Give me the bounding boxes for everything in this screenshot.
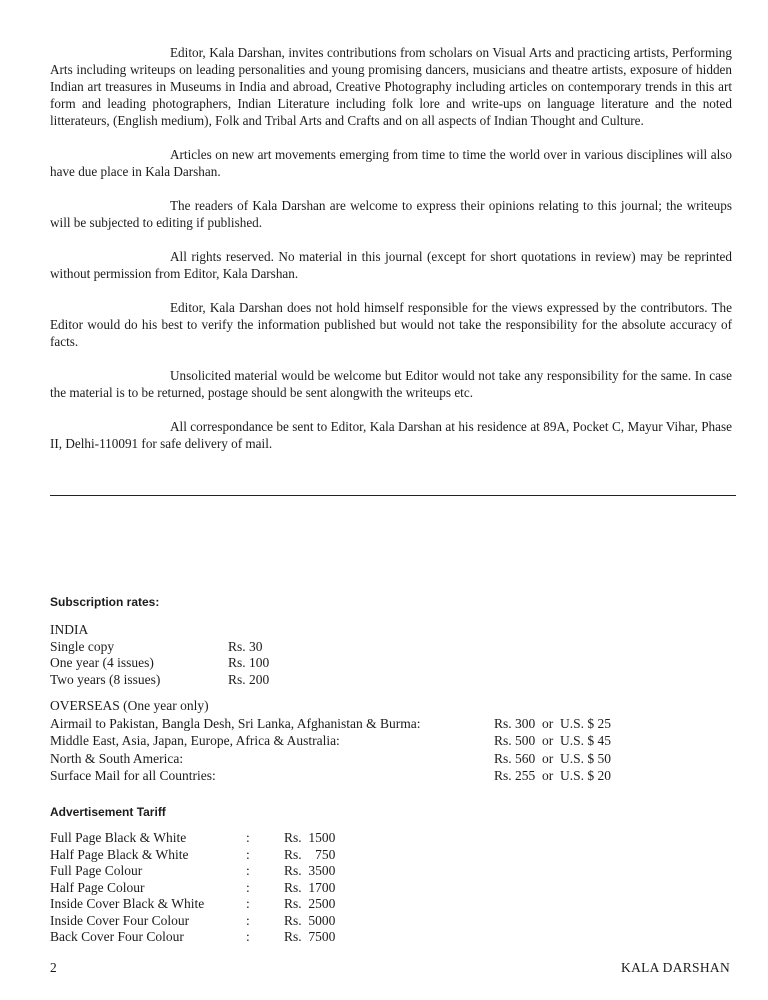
india-rates <box>50 622 270 688</box>
tariff-price: Rs. 1700 <box>284 879 336 895</box>
note-paragraph: Unsolicited material would be welcome but Editor would not take any responsibility for the same. In case the material is to be returned, postage should be sent alongwith the writeups etc. <box>50 368 732 400</box>
note-paragraph: Editor, Kala Darshan does not hold himself responsible for the views expressed by the contributors. The Editor would do his best to verify the information published but would not take the responsibility for the absolute accuracy of facts. <box>50 300 732 349</box>
tariff-row <box>50 863 336 880</box>
tariff-item: Back Cover Four Colour <box>50 929 184 944</box>
tariff-price: Rs. 5000 <box>284 912 336 928</box>
tariff-item: Full Page Colour <box>50 863 143 878</box>
note-paragraph: Articles on new art movements emerging from time to time the world over in various disciplines will also have due place in Kala Darshan. <box>50 147 732 179</box>
advertisement-title: Advertisement Tariff <box>50 805 166 819</box>
rate-item: Airmail to Pakistan, Bangla Desh, Sri Lanka, Afghanistan & Burma: <box>50 715 421 731</box>
note-paragraph: All rights reserved. No material in this journal (except for short quotations in review) may be reprinted without permission from Editor, Kala Darshan. <box>50 249 732 281</box>
tariff-separator: : <box>246 896 250 911</box>
tariff-row <box>50 896 336 913</box>
rate-row <box>50 715 612 734</box>
advertisement-tariff <box>50 830 336 946</box>
note-paragraph: Editor, Kala Darshan, invites contributions from scholars on Visual Arts and practicing artists, Performing Arts including writeups on leading personalities and young promising dancers, musicians and theatre artists, exposure of hidden Indian art treasures in Museums in India and abroad, Creative Photography including articles on contemporary trends in this art form and leading photographers, Indian Literature including folk lore and write-ups on language literature and the noted litterateurs, (English medium), Folk and Tribal Arts and Crafts and on all aspects of Indian Thought and Culture. <box>50 45 732 128</box>
india-label: INDIA <box>50 622 89 637</box>
rate-item: Two years (8 issues) <box>50 671 161 687</box>
rate-price: Rs. 100 <box>228 655 270 670</box>
overseas-rates <box>50 698 612 786</box>
tariff-row <box>50 846 336 864</box>
tariff-row <box>50 912 336 930</box>
tariff-price: Rs. 750 <box>284 846 336 862</box>
rate-price: Rs. 200 <box>228 671 270 687</box>
tariff-row <box>50 929 336 946</box>
tariff-item: Full Page Black & White <box>50 830 187 845</box>
journal-name: KALA DARSHAN <box>621 960 730 975</box>
editorial-notes <box>50 44 732 469</box>
rate-row <box>50 733 612 751</box>
tariff-price: Rs. 2500 <box>284 896 336 911</box>
rate-price: Rs. 255 or U.S. $ 20 <box>494 768 612 783</box>
rate-item: One year (4 issues) <box>50 655 154 670</box>
tariff-price: Rs. 1500 <box>284 830 336 845</box>
rate-row <box>50 768 612 786</box>
tariff-separator: : <box>246 879 250 895</box>
tariff-row <box>50 830 336 847</box>
tariff-item: Inside Cover Four Colour <box>50 912 190 928</box>
rate-row <box>50 638 263 656</box>
rate-row <box>50 671 270 689</box>
rate-item: North & South America: <box>50 750 184 766</box>
rate-price: Rs. 560 or U.S. $ 50 <box>494 750 612 766</box>
rate-item: Single copy <box>50 638 115 654</box>
tariff-separator: : <box>246 929 250 944</box>
rate-item: Middle East, Asia, Japan, Europe, Africa & Australia: <box>50 733 340 748</box>
rate-price: Rs. 500 or U.S. $ 45 <box>494 733 612 748</box>
tariff-separator: : <box>246 912 250 928</box>
overseas-label: OVERSEAS (One year only) <box>50 698 209 713</box>
tariff-price: Rs. 7500 <box>284 929 336 944</box>
rate-row <box>50 750 612 769</box>
page-number: 2 <box>50 960 57 975</box>
tariff-separator: : <box>246 830 250 845</box>
tariff-row <box>50 879 336 897</box>
tariff-item: Half Page Black & White <box>50 846 189 862</box>
note-paragraph: All correspondance be sent to Editor, Kala Darshan at his residence at 89A, Pocket C, Mayur Vihar, Phase II, Delhi-110091 for safe delivery of mail. <box>50 419 732 451</box>
tariff-item: Half Page Colour <box>50 879 145 895</box>
note-paragraph: The readers of Kala Darshan are welcome to express their opinions relating to this journal; the writeups will be subjected to editing if published. <box>50 198 732 230</box>
section-divider <box>50 495 736 496</box>
rate-price: Rs. 30 <box>228 638 263 654</box>
subscription-title: Subscription rates: <box>50 595 160 609</box>
tariff-price: Rs. 3500 <box>284 863 336 878</box>
tariff-separator: : <box>246 846 250 862</box>
rate-item: Surface Mail for all Countries: <box>50 768 216 783</box>
tariff-item: Inside Cover Black & White <box>50 896 205 911</box>
rate-price: Rs. 300 or U.S. $ 25 <box>494 715 612 731</box>
tariff-separator: : <box>246 863 250 878</box>
rate-row <box>50 655 270 672</box>
